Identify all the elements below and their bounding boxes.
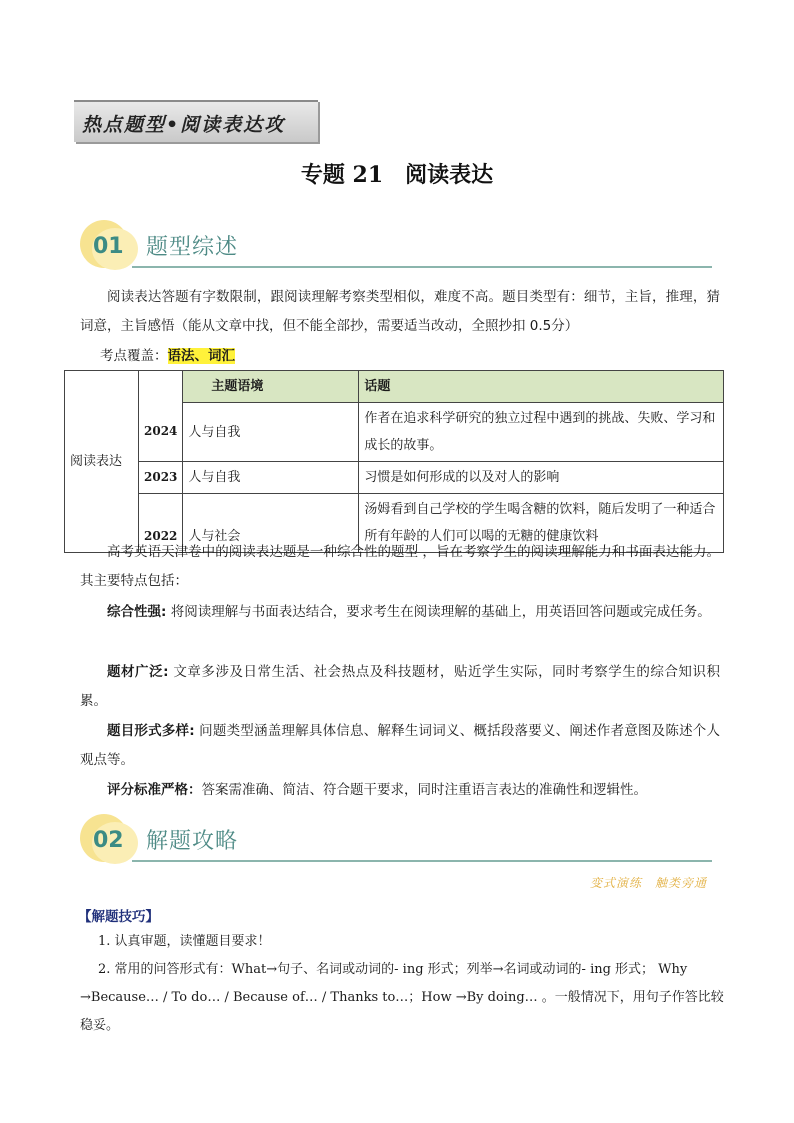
tip-item: 2. 常用的问答形式有：What→句子、名词或动词的- ing 形式；列举→名词或动词的- ing 形式； Why →Because… / To do… / Because of… / Thanks to…；How →By doing… 。一般情况下，用句子作答比较稳妥。 [80, 962, 724, 1033]
section-header-01 [78, 220, 712, 272]
context-cell: 人与自我 [183, 462, 359, 494]
section-title: 解题攻略 [146, 829, 239, 854]
feature-text: 文章多涉及日常生活、社会热点及科技题材，贴近学生实际，同时考察学生的综合知识积累。 [80, 664, 720, 709]
table-row [65, 403, 724, 462]
feature-label: 综合性强: [107, 604, 167, 620]
feature-label: 题目形式多样: [107, 723, 195, 739]
feature-item [80, 717, 720, 775]
banner-text: 热点题型•阅读表达攻 [82, 114, 286, 136]
feature-text: 问题类型涵盖理解具体信息、解释生词词义、概括段落要义、阐述作者意图及陈述个人观点等。 [80, 723, 720, 768]
section-header-02 [78, 814, 712, 866]
section-tagline: 变式演练 触类旁通 [590, 876, 708, 890]
feature-text: 答案需准确、简洁、符合题干要求，同时注重语言表达的准确性和逻辑性。 [201, 782, 647, 798]
section-number: 02 [93, 828, 124, 853]
feature-label: 题材广泛: [107, 664, 169, 680]
year-cell: 2022 [139, 494, 183, 553]
section-divider [132, 860, 712, 862]
context-cell: 人与自我 [183, 403, 359, 462]
category-cell: 阅读表达 [65, 371, 139, 553]
page-title: 专题 21 阅读表达 [300, 162, 494, 188]
year-cell: 2024 [139, 403, 183, 462]
features-intro: 高考英语天津卷中的阅读表达题是一种综合性的题型 ，旨在考察学生的阅读理解能力和书面表达能力。其主要特点包括： [80, 544, 720, 589]
feature-item [80, 598, 720, 627]
feature-item [80, 776, 720, 805]
tip-item: 1. 认真审题，读懂题目要求！ [98, 934, 271, 949]
coverage-highlight: 语法、词汇 [167, 348, 235, 364]
table-row [65, 462, 724, 494]
context-cell: 人与社会 [183, 494, 359, 553]
topic-banner [74, 100, 318, 142]
topic-cell: 作者在追求科学研究的独立过程中遇到的挑战、失败、学习和成长的故事。 [359, 403, 724, 462]
header-topic: 话题 [359, 371, 724, 403]
coverage-line [100, 344, 235, 364]
feature-item [80, 658, 720, 716]
exam-topics-table [64, 370, 724, 553]
intro-paragraph: 阅读表达答题有字数限制，跟阅读理解考察类型相似，难度不高。题目类型有：细节，主旨，推理，猜词意，主旨感悟（能从文章中找，但不能全部抄，需要适当改动，全照抄扣 0.5分） [80, 289, 720, 334]
tips-heading: 【解题技巧】 [78, 909, 159, 925]
section-number: 01 [93, 234, 124, 259]
topic-cell: 习惯是如何形成的以及对人的影响 [359, 462, 724, 494]
feature-text: 将阅读理解与书面表达结合，要求考生在阅读理解的基础上，用英语回答问题或完成任务。 [166, 604, 711, 620]
feature-label: 评分标准严格： [107, 782, 202, 798]
coverage-label: 考点覆盖： [100, 348, 168, 364]
section-divider [132, 266, 712, 268]
year-cell: 2023 [139, 462, 183, 494]
topic-cell: 汤姆看到自己学校的学生喝含糖的饮料，随后发明了一种适合所有年龄的人们可以喝的无糖的健康饮料 [359, 494, 724, 553]
section-title: 题型综述 [146, 235, 239, 260]
header-context: 主题语境 [183, 371, 359, 403]
blank-cell [139, 371, 183, 403]
